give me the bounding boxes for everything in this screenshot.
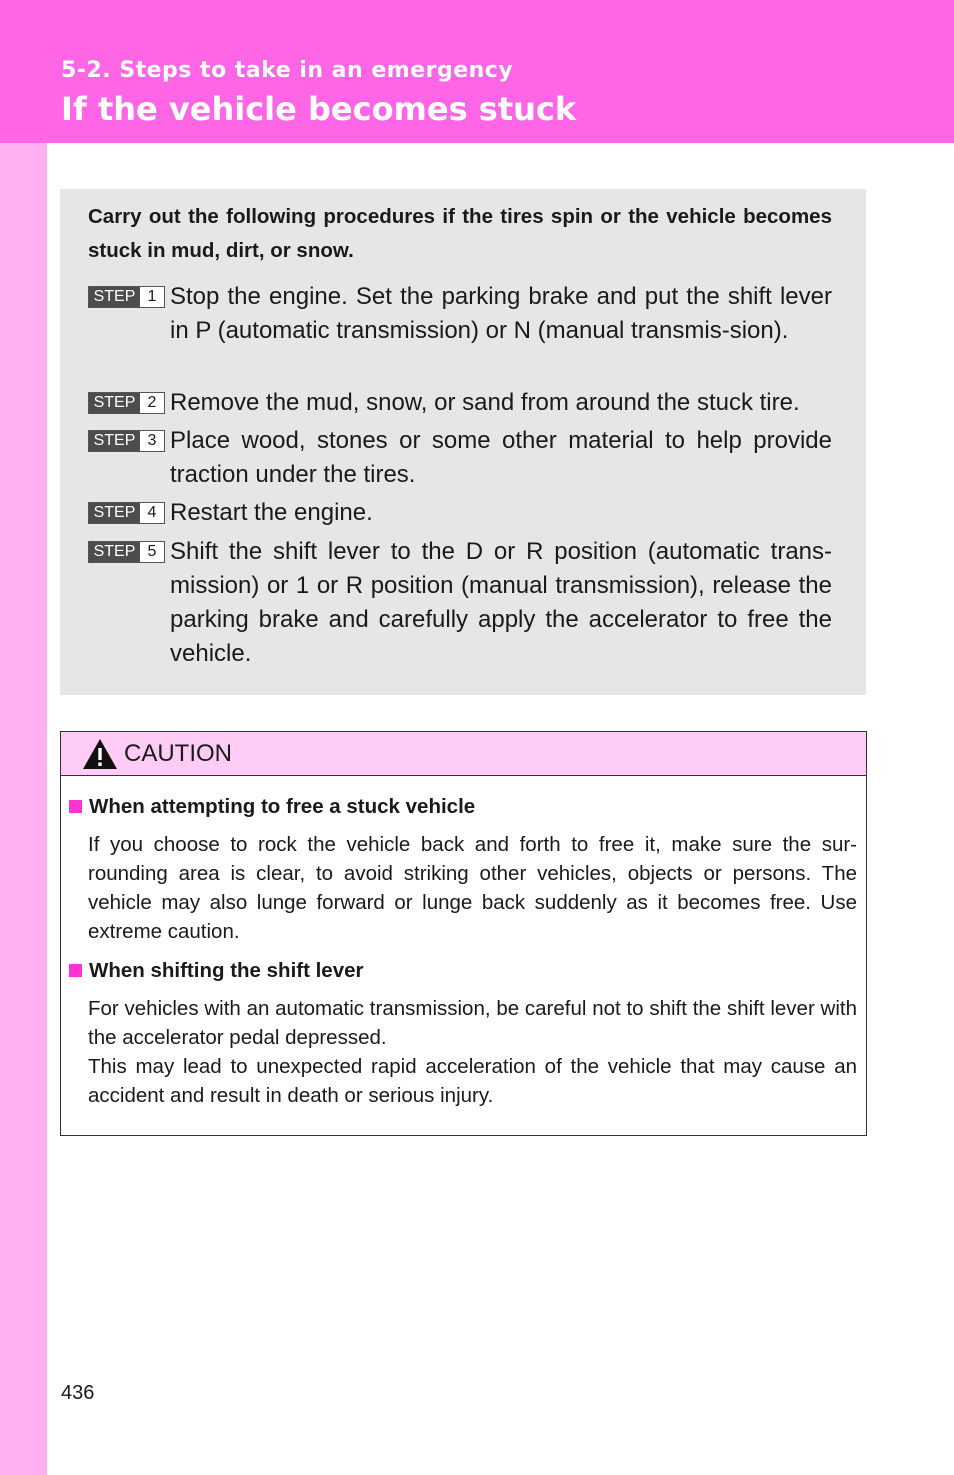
caution-subheading [69,794,859,820]
caution-paragraph: This may lead to unexpected rapid acceleration of the vehicle that may cause an accident and result in death or serious injury. [88,1055,857,1107]
caution-label: CAUTION [124,740,232,767]
step-badge-number: 2 [147,394,157,411]
step-badge-label: STEP [89,503,140,523]
step-badge-label: STEP [89,431,140,451]
side-tab-strip [0,143,47,1475]
step-badge [88,286,165,308]
step-text: Shift the shift lever to the D or R position (automatic trans-mission) or 1 or R position (manual transmission), release the parking brake and carefully apply the accelerator to free the vehicle. [170,538,832,667]
step-badge-label: STEP [89,542,140,562]
step-text: Stop the engine. Set the parking brake and put the shift lever in P (automatic transmission) or N (manual transmis-sion). [170,283,832,344]
caution-subheading-text: When shifting the shift lever [89,959,364,982]
page-number: 436 [61,1382,95,1404]
square-bullet-icon [69,964,82,977]
square-bullet-icon [69,800,82,813]
step-badge [88,502,165,524]
caution-header [61,732,866,776]
step-badge-number: 5 [147,543,157,560]
section-label: 5-2. Steps to take in an emergency [61,58,514,83]
procedure-intro: Carry out the following procedures if the tires spin or the vehicle becomes stuck in mud, dirt, or snow. [88,205,832,262]
caution-paragraph: If you choose to rock the vehicle back and forth to free it, make sure the sur-rounding area is clear, to avoid striking other vehicles, objects or persons. The vehicle may also lunge forward or lunge back suddenly as it becomes free. Use extreme caution. [88,833,857,943]
page-title: If the vehicle becomes stuck [61,90,577,128]
step-text: Place wood, stones or some other material to help provide traction under the tires. [170,427,832,488]
step-badge-number: 4 [147,504,157,521]
page-header [0,0,954,143]
step-badge [88,392,165,414]
step-badge-label: STEP [89,393,140,413]
caution-box [60,731,867,1136]
step-badge-number: 1 [147,288,157,305]
step-badge-number: 3 [147,432,157,449]
warning-triangle-icon [82,738,118,770]
step-badge [88,541,165,563]
step-badge [88,430,165,452]
step-text: Remove the mud, snow, or sand from around the stuck tire. [170,389,800,416]
caution-subheading-text: When attempting to free a stuck vehicle [89,795,476,818]
caution-paragraph: For vehicles with an automatic transmission, be careful not to shift the shift lever with the accelerator pedal depressed. [88,997,857,1049]
caution-subheading [69,958,859,984]
step-badge-label: STEP [89,287,140,307]
step-text: Restart the engine. [170,499,373,526]
